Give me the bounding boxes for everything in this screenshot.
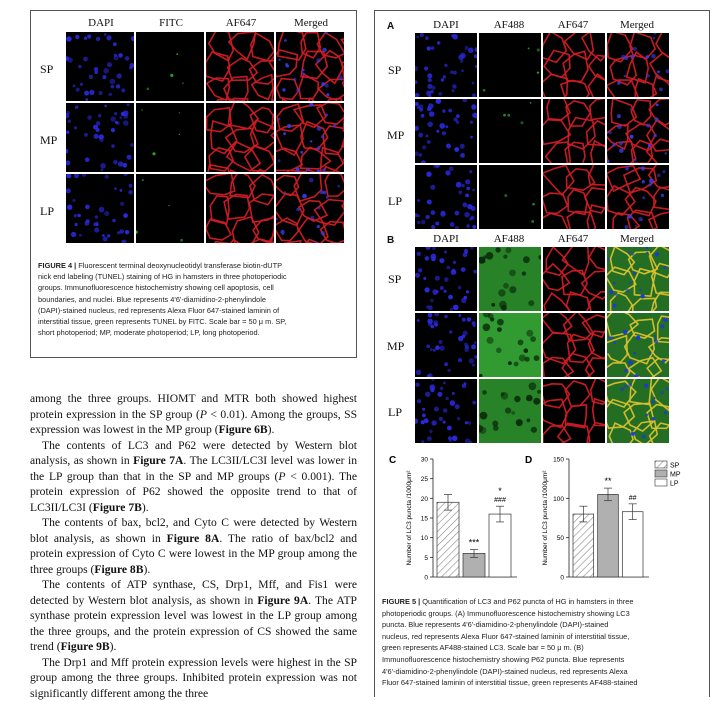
micrograph-dapi-row2	[415, 313, 477, 377]
micrograph-red-row2	[206, 103, 274, 172]
fig5b-row-mp: MP	[387, 339, 404, 354]
bar-mp	[598, 494, 619, 577]
figure-reference[interactable]: Figure 7A	[133, 454, 183, 467]
y-tick-label: 5	[424, 555, 428, 562]
fig5-panel-b-label: B	[387, 235, 394, 246]
y-tick-label: 15	[421, 516, 429, 523]
y-tick-label: 20	[421, 496, 429, 503]
figure-reference[interactable]: Figure 8A	[167, 532, 220, 545]
figure-5-box	[374, 10, 710, 697]
chart-c-panel-label: C	[389, 455, 396, 466]
y-tick-label: 100	[553, 496, 564, 503]
significance-label: ###	[494, 497, 506, 504]
paragraph-5: The Drp1 and Mff protein expression levels were highest in the SP group among the three groups. Inhibited protein expression was not significantly different among the three	[30, 655, 357, 701]
fig4-header-fitc: FITC	[136, 17, 206, 29]
fig5b-micrograph-grid	[415, 247, 671, 445]
bar-lp	[622, 512, 643, 577]
micrograph-merged-row3	[276, 174, 344, 243]
fig5a-micrograph-grid	[415, 33, 671, 231]
fig5b-row-sp: SP	[388, 272, 401, 287]
micrograph-green-row3	[136, 174, 204, 243]
micrograph-red-row2	[543, 99, 605, 163]
micrograph-green-row1	[479, 247, 541, 311]
chart-d	[525, 455, 681, 582]
y-axis-label: Number of LC3 puncta /1000μm²	[406, 470, 413, 566]
fig4-header-dapi: DAPI	[66, 17, 136, 29]
y-tick-label: 0	[424, 575, 428, 582]
legend-swatch-mp	[655, 470, 667, 477]
micrograph-merged-row1	[607, 33, 669, 97]
micrograph-dapi-row3	[66, 174, 134, 243]
micrograph-green-row3	[479, 165, 541, 229]
fig4-header-af647: AF647	[206, 17, 276, 29]
fig4-row-lp: LP	[40, 204, 54, 219]
fig5a-header-af647: AF647	[541, 19, 605, 31]
micrograph-green-row2	[479, 313, 541, 377]
legend-label-mp: MP	[670, 472, 681, 479]
micrograph-dapi-row2	[415, 99, 477, 163]
fig5a-header-merged: Merged	[605, 19, 669, 31]
paragraph-1: among the three groups. HIOMT and MTR both showed highest protein expression in the SP group (P < 0.01). Among the groups, SS expression was lowest in the MP group (Figure 6B).	[30, 391, 357, 438]
significance-label: ##	[629, 495, 637, 502]
bar-lp	[489, 514, 511, 577]
micrograph-merged-row3	[607, 165, 669, 229]
chart-c	[389, 455, 517, 582]
legend-label-sp: SP	[670, 463, 680, 470]
micrograph-merged-row2	[607, 99, 669, 163]
fig5b-header-dapi: DAPI	[415, 233, 477, 245]
chart-d-panel-label: D	[525, 455, 532, 466]
fig5-bar-charts	[375, 445, 709, 591]
fig5a-row-mp: MP	[387, 128, 404, 143]
bar-sp	[437, 502, 459, 577]
legend-swatch-sp	[655, 461, 667, 468]
fig5b-header-merged: Merged	[605, 233, 669, 245]
fig4-header-merged: Merged	[276, 17, 346, 29]
fig5b-header-af647: AF647	[541, 233, 605, 245]
y-tick-label: 30	[421, 457, 429, 464]
micrograph-green-row3	[479, 379, 541, 443]
micrograph-dapi-row1	[415, 33, 477, 97]
micrograph-merged-row2	[607, 313, 669, 377]
fig5a-header-af488: AF488	[477, 19, 541, 31]
micrograph-green-row2	[136, 103, 204, 172]
figure-reference[interactable]: Figure 7B	[93, 501, 142, 514]
fig5a-row-sp: SP	[388, 63, 401, 78]
micrograph-red-row1	[543, 33, 605, 97]
paragraph-3: The contents of bax, bcl2, and Cyto C were detected by Western blot analysis, as shown in Figure 8A. The ratio of bax/bcl2 and protein expression of Cyto C were lowest in the MP group among the three groups (Figure 8B).	[30, 515, 357, 577]
micrograph-dapi-row2	[66, 103, 134, 172]
legend-label-lp: LP	[670, 481, 679, 488]
fig5-caption: FIGURE 5 | Quantification of LC3 and P62 puncta of HG in hamsters in three photoperiodic groups. (A) Immunofluorescence histochemistry showing LC3 puncta. Blue represents 4'6'-diamidino-2-phenylindole (DAPI)-stained nucleus, red represents Alexa Fluor 647-stained laminin of interstitial tissue, green represents AF488-stained LC3. Scale bar = 50 μ m. (B) Immunofluorescence histochemistry showing P62 puncta. Blue represents 4'6'-diamidino-2-phenylindole (DAPI)-stained nucleus, red represents Alexa Fluor 647-stained laminin of interstitial tissue, green represents AF488-stained	[382, 596, 704, 689]
fig4-caption-label: FIGURE 4 |	[38, 261, 76, 270]
fig5-caption-label: FIGURE 5 |	[382, 597, 420, 606]
micrograph-dapi-row1	[66, 32, 134, 101]
y-tick-label: 50	[557, 535, 565, 542]
fig4-caption: FIGURE 4 | Fluorescent terminal deoxynucleotidyl transferase biotin-dUTP nick end labeling (TUNEL) staining of HG in hamsters in three photoperiodic groups. Immunofluorescence histochemistry showing cell apoptosis, cell boundaries, and nuclei. Blue represents 4'6'-diamidino-2-phenylindole (DAPI)-stained nucleus, red represents Alexa Fluor 647-stained laminin of interstitial tissue, green represents TUNEL by FITC. Scale bar = 50 μ m. SP, short photoperiod; MP, moderate photoperiod; LP, long photoperiod.	[38, 260, 350, 338]
micrograph-red-row3	[543, 165, 605, 229]
y-tick-label: 150	[553, 457, 564, 464]
micrograph-merged-row3	[607, 379, 669, 443]
micrograph-dapi-row3	[415, 379, 477, 443]
fig5a-row-lp: LP	[388, 194, 402, 209]
fig5b-header-af488: AF488	[477, 233, 541, 245]
fig5-panel-a-label: A	[387, 21, 394, 32]
figure-reference[interactable]: Figure 6B	[219, 423, 268, 436]
micrograph-green-row2	[479, 99, 541, 163]
micrograph-dapi-row3	[415, 165, 477, 229]
significance-label: *	[498, 486, 502, 496]
micrograph-merged-row1	[276, 32, 344, 101]
micrograph-red-row1	[206, 32, 274, 101]
body-text	[30, 391, 357, 701]
fig4-row-mp: MP	[40, 133, 57, 148]
figure-reference[interactable]: Figure 8B	[94, 563, 143, 576]
y-tick-label: 0	[560, 575, 564, 582]
fig5a-header-dapi: DAPI	[415, 19, 477, 31]
micrograph-red-row2	[543, 313, 605, 377]
paragraph-4: The contents of ATP synthase, CS, Drp1, Mff, and Fis1 were detected by Western blot analysis, as shown in Figure 9A. The ATP synthase protein expression level was lowest in the LP group among the three groups, and the protein expression of CS showed the same trend (Figure 9B).	[30, 577, 357, 655]
y-tick-label: 10	[421, 535, 429, 542]
figure-reference[interactable]: Figure 9A	[257, 594, 308, 607]
y-tick-label: 25	[421, 476, 429, 483]
fig4-micrograph-grid	[66, 32, 344, 245]
fig5b-row-lp: LP	[388, 405, 402, 420]
micrograph-merged-row2	[276, 103, 344, 172]
micrograph-red-row1	[543, 247, 605, 311]
paragraph-2: The contents of LC3 and P62 were detected by Western blot analysis, as shown in Figure 7A. The LC3II/LC3I level was lower in the LP group than that in the SP and MP groups (P < 0.001). The protein expression of P62 showed the opposite trend to that of LC3II/LC3I (Figure 7B).	[30, 438, 357, 516]
legend-swatch-lp	[655, 479, 667, 486]
micrograph-dapi-row1	[415, 247, 477, 311]
micrograph-red-row3	[206, 174, 274, 243]
micrograph-green-row1	[136, 32, 204, 101]
micrograph-red-row3	[543, 379, 605, 443]
significance-label: ***	[469, 537, 480, 547]
micrograph-green-row1	[479, 33, 541, 97]
bar-sp	[573, 514, 594, 577]
figure-4-box	[30, 10, 357, 358]
micrograph-merged-row1	[607, 247, 669, 311]
significance-label: **	[604, 476, 612, 486]
y-axis-label: Number of LC3 puncta /1000μm²	[542, 470, 549, 566]
figure-reference[interactable]: Figure 9B	[61, 640, 110, 653]
fig4-row-sp: SP	[40, 62, 53, 77]
